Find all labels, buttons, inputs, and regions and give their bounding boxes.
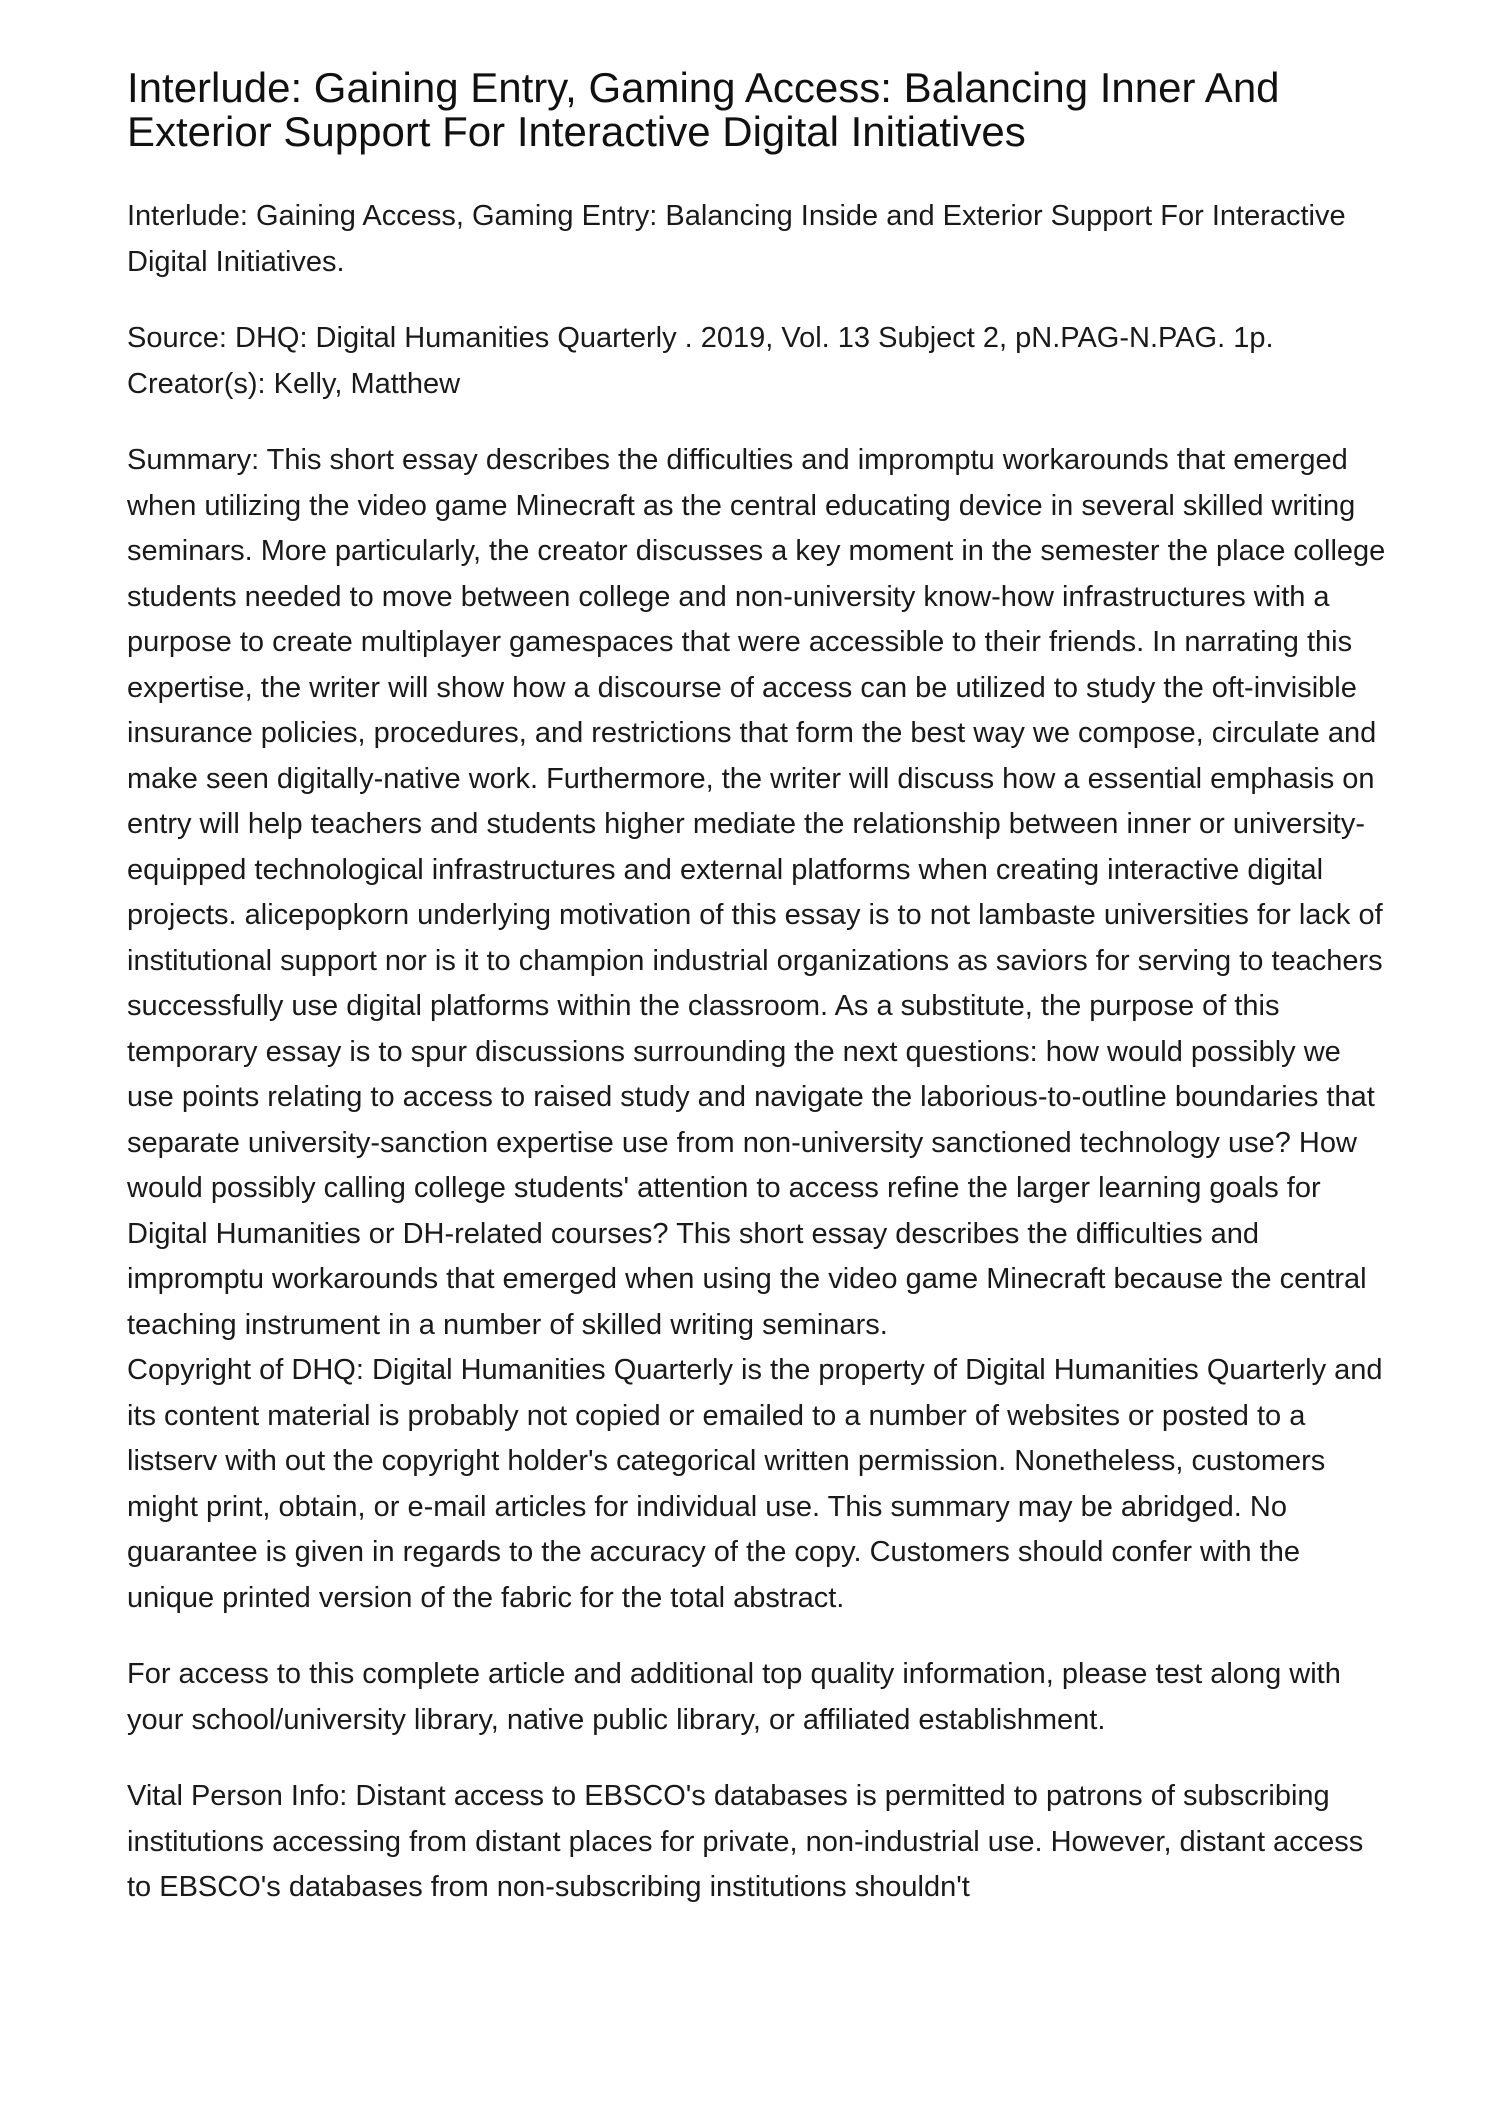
document-page (127, 66, 1387, 1942)
copyright-paragraph: Copyright of DHQ: Digital Humanities Quarterly is the property of Digital Humanities Quarterly and its content material is probably not copied or emailed to a number of websites or posted to a listserv with out the copyright holder's categorical written permission. Nonetheless, customers might print, obtain, or e-mail articles for individual use. This summary may be abridged. No guarantee is given in regards to the accuracy of the copy. Customers should confer with the unique printed version of the fabric for the total abstract. (127, 1354, 1383, 1614)
document-subtitle: Interlude: Gaining Access, Gaming Entry: Balancing Inside and Exterior Support For Interactive Digital Initiatives. (127, 200, 1346, 278)
access-note-paragraph: For access to this complete article and additional top quality information, please test along with your school/university library, native public library, or affiliated establishment. (127, 1658, 1341, 1736)
document-title: Interlude: Gaining Entry, Gaming Access: Balancing Inner And Exterior Support For Interactive Digital Initiatives (127, 64, 1280, 155)
source-block (127, 316, 1387, 407)
vital-info-paragraph: Vital Person Info: Distant access to EBSCO's databases is permitted to patrons of subscribing institutions accessing from distant places for private, non-industrial use. However, distant access to EBSCO's databases from non-subscribing institutions shouldn't (127, 1780, 1364, 1903)
creators-line: Creator(s): Kelly, Matthew (127, 367, 461, 400)
source-line: Source: DHQ: Digital Humanities Quarterly . 2019, Vol. 13 Subject 2, pN.PAG-N.PAG. 1p. (127, 322, 1274, 354)
summary-paragraph: Summary: This short essay describes the difficulties and impromptu workarounds that emerged when utilizing the video game Minecraft as the central educating device in several skilled writing seminars. More particularly, the creator discusses a key moment in the semester the place college students needed to move between college and non-university know-how infrastructures with a purpose to create multiplayer gamespaces that were accessible to their friends. In narrating this expertise, the writer will show how a discourse of access can be utilized to study the oft-invisible insurance policies, procedures, and restrictions that form the best way we compose, circulate and make seen digitally-native work. Furthermore, the writer will discuss how a essential emphasis on entry will help teachers and students higher mediate the relationship between inner or university-equipped technological infrastructures and external platforms when creating interactive digital projects. alicepopkorn underlying motivation of this essay is to not lambaste universities for lack of institutional support nor is it to champion industrial organizations as saviors for serving to teachers successfully use digital platforms within the classroom. As a substitute, the purpose of this temporary essay is to spur discussions surrounding the next questions: how would possibly we use points relating to access to raised study and navigate the laborious-to-outline boundaries that separate university-sanction expertise use from non-university sanctioned technology use? How would possibly calling college students' attention to access refine the larger learning goals for Digital Humanities or DH-related courses? This short essay describes the difficulties and impromptu workarounds that emerged when using the video game Minecraft because the central teaching instrument in a number of skilled writing seminars. (127, 444, 1386, 1341)
